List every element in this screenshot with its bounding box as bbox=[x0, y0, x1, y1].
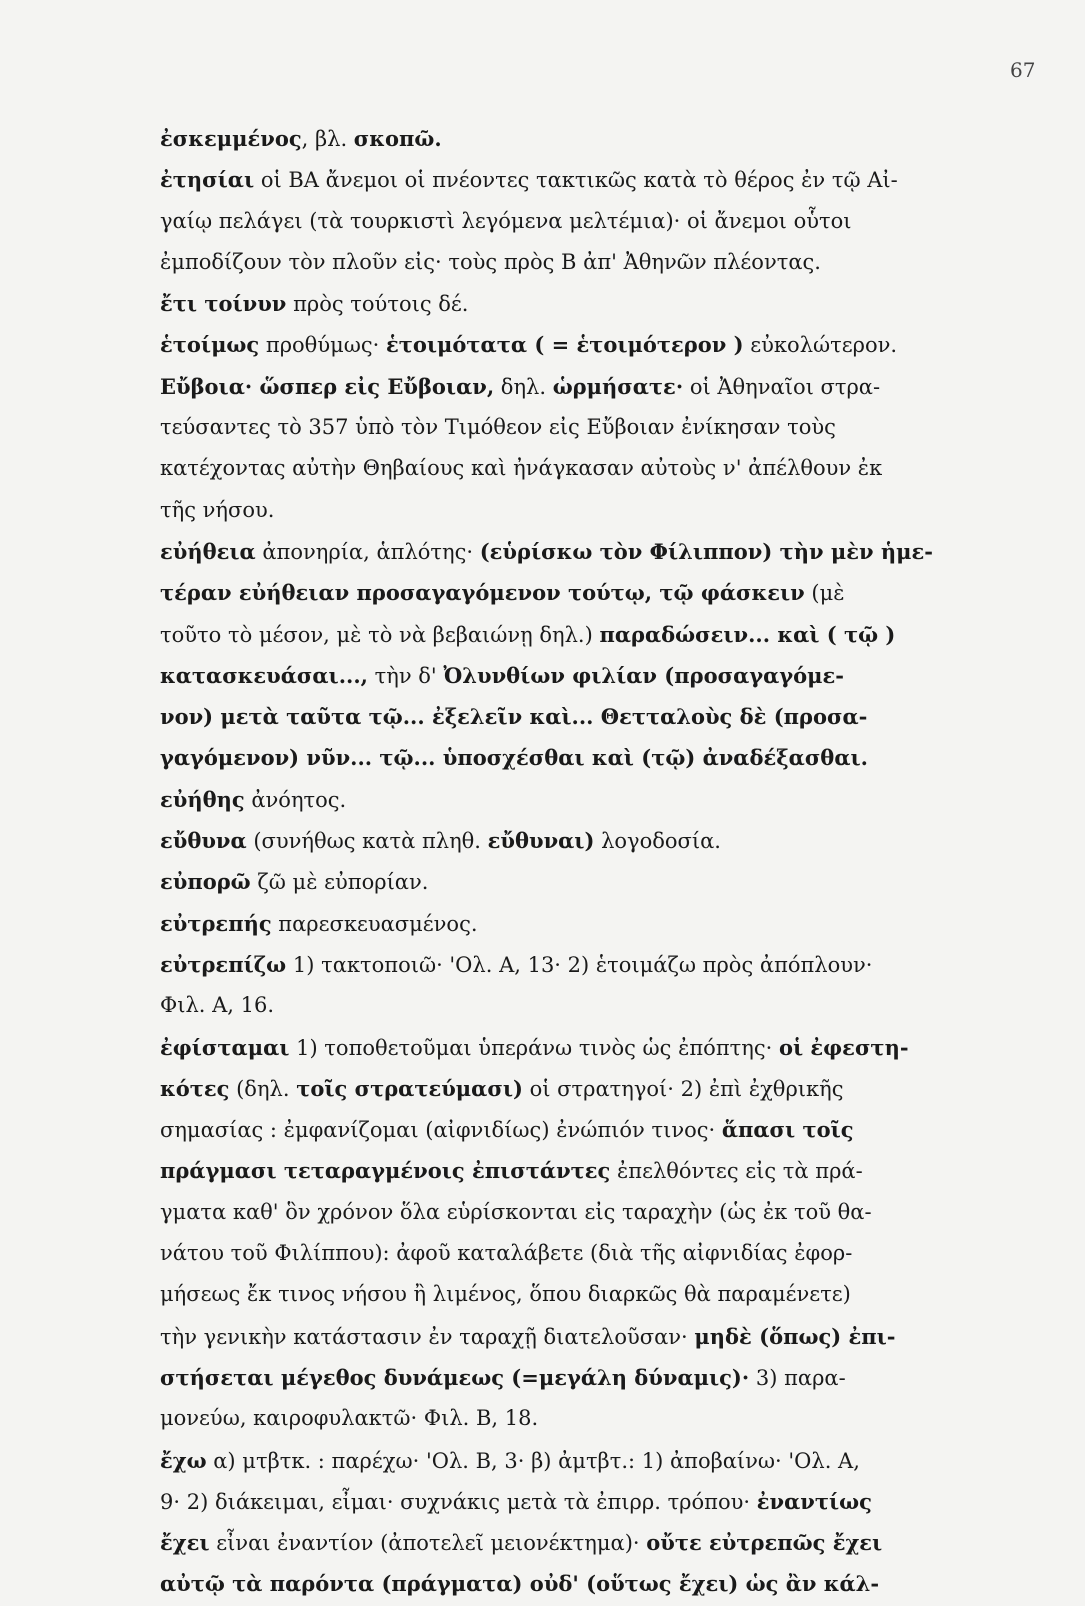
plain-text: οἱ Ἀθηναῖοι στρα- bbox=[683, 374, 881, 399]
bold-term: παραδώσειν... καὶ ( τῷ ) bbox=[599, 621, 896, 647]
text-line bbox=[160, 985, 940, 1026]
bold-term: κότες bbox=[160, 1075, 230, 1101]
page-number: 67 bbox=[1010, 58, 1036, 82]
plain-text: 3) παρα- bbox=[749, 1365, 846, 1390]
text-line bbox=[160, 779, 940, 820]
plain-text: 9· 2) διάκειμαι, εἶμαι· συχνάκις μετὰ τὰ ἐπιρρ. τρόπου· bbox=[160, 1489, 757, 1514]
text-line bbox=[160, 1563, 940, 1604]
bold-term: ἐφίσταμαι bbox=[160, 1034, 290, 1060]
plain-text: κατέχοντας αὐτὴν Θηβαίους καὶ ἠνάγκασαν αὐτοὺς ν' ἀπέλθουν ἐκ bbox=[160, 456, 883, 481]
text-line bbox=[160, 1192, 940, 1233]
text-line bbox=[160, 324, 940, 365]
plain-text: Φιλ. Α, 16. bbox=[160, 993, 275, 1018]
plain-text: ἐμποδίζουν τὸν πλοῦν εἰς· τοὺς πρὸς Β ἀπ' Ἀθηνῶν πλέοντας. bbox=[160, 249, 821, 274]
plain-text: (μὲ bbox=[804, 581, 845, 606]
plain-text: τὴν δ' bbox=[367, 663, 444, 688]
plain-text: σημασίας : ἐμφανίζομαι (αἰφνιδίως) ἐνώπιόν τινος· bbox=[160, 1118, 722, 1143]
text-line bbox=[160, 118, 940, 159]
text-line bbox=[160, 201, 940, 242]
text-line bbox=[160, 820, 940, 861]
plain-text: εὐκολώτερον. bbox=[743, 333, 898, 358]
plain-text: ἐπελθόντες εἰς τὰ πρά- bbox=[610, 1159, 863, 1184]
text-line bbox=[160, 903, 940, 944]
plain-text: προθύμως· bbox=[259, 333, 386, 358]
text-line bbox=[160, 366, 940, 407]
bold-term: ἐναντίως bbox=[756, 1488, 872, 1514]
plain-text: μήσεως ἔκ τινος νήσου ἢ λιμένος, ὅπου διαρκῶς θὰ παραμένετε) bbox=[160, 1282, 851, 1307]
text-line bbox=[160, 1316, 940, 1357]
bold-term: εὐτρεπίζω bbox=[160, 951, 287, 977]
plain-text: παρεσκευασμένος. bbox=[271, 911, 478, 936]
plain-text: (συνήθως κατὰ πληθ. bbox=[246, 829, 488, 854]
plain-text: ἀνόητος. bbox=[244, 787, 347, 812]
plain-text: 1) τοποθετοῦμαι ὑπεράνω τινὸς ὡς ἐπόπτης· bbox=[289, 1035, 779, 1060]
plain-text: ζῶ μὲ εὐπορίαν. bbox=[250, 870, 429, 895]
bold-term: (εὑρίσκω τὸν Φίλιππον) τὴν μὲν ἡμε- bbox=[479, 538, 933, 564]
bold-term: ὡρμήσατε· bbox=[552, 373, 684, 399]
text-line bbox=[160, 159, 940, 200]
text-line bbox=[160, 1027, 940, 1068]
text-line bbox=[160, 1109, 940, 1150]
bold-term: αὐτῷ τὰ παρόντα (πράγματα) οὐδ' (οὕτως ἔχει) ὡς ἂν κάλ- bbox=[160, 1571, 880, 1597]
plain-text: γματα καθ' ὃν χρόνον ὅλα εὑρίσκονται εἰς ταραχὴν (ὡς ἐκ τοῦ θα- bbox=[160, 1199, 872, 1224]
bold-term: γαγόμενον) νῦν... τῷ... ὑποσχέσθαι καὶ (τῷ) ἀναδέξασθαι. bbox=[160, 745, 868, 771]
plain-text: (δηλ. bbox=[229, 1076, 297, 1101]
plain-text: πρὸς τούτοις δέ. bbox=[286, 292, 469, 317]
bold-term: τέραν εὐήθειαν προσαγαγόμενον τούτῳ, τῷ φάσκειν bbox=[160, 580, 805, 606]
text-line bbox=[160, 1233, 940, 1274]
text-line bbox=[160, 1150, 940, 1191]
text-line bbox=[160, 614, 940, 655]
bold-term: ἐσκεμμένος bbox=[160, 126, 302, 151]
plain-text: οἱ στρατηγοί· 2) ἐπὶ ἐχθρικῆς bbox=[522, 1076, 844, 1101]
text-line bbox=[160, 655, 940, 696]
text-line bbox=[160, 944, 940, 985]
glossary-text bbox=[160, 118, 940, 1605]
bold-term: ἔχω bbox=[160, 1447, 207, 1473]
bold-term: ἔχει bbox=[160, 1530, 210, 1556]
plain-text: α) μτβτκ. : παρέχω· 'Ολ. Β, 3· β) ἀμτβτ.: 1) ἀποβαίνω· 'Ολ. Α, bbox=[206, 1448, 860, 1473]
bold-term: Ὀλυνθίων φιλίαν (προσαγαγόμε- bbox=[443, 662, 844, 688]
plain-text: εἶναι ἐναντίον (ἀποτελεῖ μειονέκτημα)· bbox=[209, 1531, 647, 1556]
bold-term: ἅπασι τοῖς bbox=[721, 1117, 854, 1143]
bold-term: οὔτε εὐτρεπῶς ἔχει bbox=[646, 1530, 883, 1556]
bold-term: τοῖς στρατεύμασι) bbox=[296, 1075, 523, 1101]
plain-text: τοῦτο τὸ μέσον, μὲ τὸ νὰ βεβαιώνῃ δηλ.) bbox=[160, 622, 600, 647]
text-line bbox=[160, 1481, 940, 1522]
bold-term: εὐπορῶ bbox=[160, 869, 251, 895]
plain-text: τῆς νήσου. bbox=[160, 497, 275, 522]
plain-text: νάτου τοῦ Φιλίππου): ἀφοῦ καταλάβετε (διὰ τῆς αἰφνιδίας ἐφορ- bbox=[160, 1241, 853, 1266]
plain-text: ἀπονηρία, ἁπλότης· bbox=[255, 539, 480, 564]
text-line bbox=[160, 490, 940, 531]
text-line bbox=[160, 448, 940, 489]
plain-text: τὴν γενικὴν κατάστασιν ἐν ταραχῇ διατελοῦσαν· bbox=[160, 1324, 695, 1349]
text-line bbox=[160, 1398, 940, 1439]
plain-text: τεύσαντες τὸ 357 ὑπὸ τὸν Τιμόθεον εἰς Εὔβοιαν ἐνίκησαν τοὺς bbox=[160, 415, 836, 440]
bold-term: ἑτοιμότατα ( = ἑτοιμότερον ) bbox=[385, 332, 744, 358]
bold-term: εὐήθης bbox=[160, 786, 245, 812]
text-line bbox=[160, 1522, 940, 1563]
bold-term: οἱ ἐφεστη- bbox=[778, 1034, 909, 1060]
plain-text: οἱ ΒΑ ἄνεμοι οἱ πνέοντες τακτικῶς κατὰ τὸ θέρος ἐν τῷ Αἰ- bbox=[254, 168, 898, 193]
bold-term: ἑτοίμως bbox=[160, 332, 260, 358]
text-line bbox=[160, 696, 940, 737]
text-line bbox=[160, 1274, 940, 1315]
bold-term: εὐτρεπής bbox=[160, 910, 272, 936]
text-line bbox=[160, 242, 940, 283]
bold-term: ἔτι τοίνυν bbox=[160, 291, 287, 317]
plain-text: 1) τακτοποιῶ· 'Ολ. Α, 13· 2) ἑτοιμάζω πρὸς ἀπόπλουν· bbox=[286, 952, 873, 977]
text-line bbox=[160, 531, 940, 572]
text-line bbox=[160, 407, 940, 448]
text-line bbox=[160, 861, 940, 902]
bold-term: πράγμασι τεταραγμένοις ἐπιστάντες bbox=[160, 1158, 611, 1184]
text-line bbox=[160, 572, 940, 613]
bold-term: ἐτησίαι bbox=[160, 167, 255, 193]
plain-text: δηλ. bbox=[494, 374, 553, 399]
bold-term: κατασκευάσαι..., bbox=[160, 662, 368, 688]
bold-term: εὐήθεια bbox=[160, 538, 256, 564]
text-line bbox=[160, 1068, 940, 1109]
bold-term: σκοπῶ. bbox=[353, 126, 442, 151]
plain-text: λογοδοσία. bbox=[594, 829, 721, 854]
bold-term: νον) μετὰ ταῦτα τῷ... ἐξελεῖν καὶ... Θετταλοὺς δὲ (προσα- bbox=[160, 704, 868, 730]
plain-text: γαίῳ πελάγει (τὰ τουρκιστὶ λεγόμενα μελτέμια)· οἱ ἄνεμοι οὗτοι bbox=[160, 208, 852, 233]
bold-term: στήσεται μέγεθος δυνάμεως (=μεγάλη δύναμις)· bbox=[160, 1364, 750, 1390]
text-line bbox=[160, 1440, 940, 1481]
bold-term: εὔθυναι) bbox=[487, 828, 595, 854]
plain-text: μονεύω, καιροφυλακτῶ· Φιλ. Β, 18. bbox=[160, 1406, 539, 1431]
bold-term: Εὔβοια· ὥσπερ εἰς Εὔβοιαν, bbox=[160, 373, 495, 399]
text-line bbox=[160, 737, 940, 778]
plain-text: , βλ. bbox=[301, 127, 354, 151]
text-line bbox=[160, 1357, 940, 1398]
bold-term: μηδὲ (ὅπως) ἐπι- bbox=[694, 1323, 896, 1349]
bold-term: εὔθυνα bbox=[160, 828, 247, 854]
text-line bbox=[160, 283, 940, 324]
